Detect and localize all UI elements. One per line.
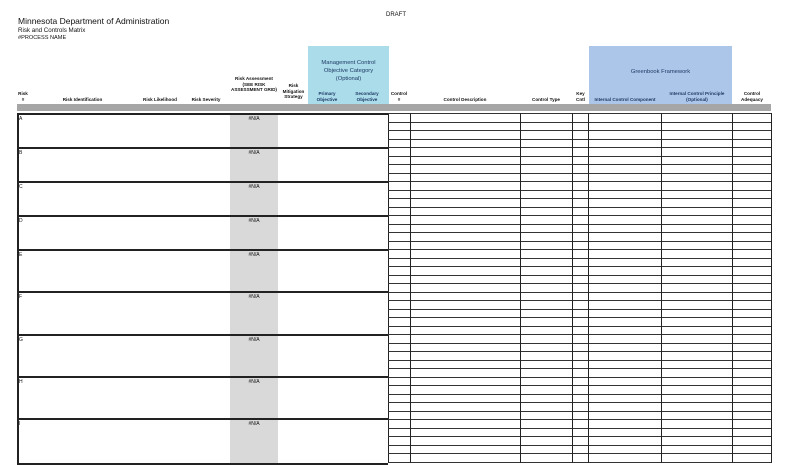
risk-row-border [17, 113, 388, 115]
risk-assessment-value: #N/A [248, 116, 260, 122]
control-row-line [388, 164, 771, 165]
col-key-cntl: Key Cntl [576, 91, 585, 102]
risk-row-border [17, 147, 388, 149]
control-row-line [388, 402, 771, 403]
column-divider [771, 113, 772, 463]
control-row-line [388, 351, 771, 352]
risk-assessment-column-shade [230, 113, 278, 463]
col-risk-identification: Risk Identification [62, 97, 103, 102]
control-row-line [388, 411, 771, 412]
control-row-line [388, 173, 771, 174]
col-risk-likelihood: Risk Likelihood [143, 97, 177, 102]
risk-row-border [17, 376, 388, 378]
control-row-line [388, 156, 771, 157]
control-row-line [388, 122, 771, 123]
control-row-line [388, 360, 771, 361]
control-row-line [388, 292, 771, 293]
column-divider [661, 113, 662, 463]
column-divider [588, 113, 589, 463]
control-row-line [388, 453, 771, 454]
header-bar [17, 104, 771, 111]
col-primary-objective: Primary Objective [316, 91, 338, 102]
risk-row-border [17, 418, 388, 420]
risk-id: H [19, 379, 23, 385]
col-risk-severity: Risk Severity [191, 97, 221, 102]
greenbook-heading: Greenbook Framework [630, 69, 691, 75]
column-divider [410, 113, 411, 463]
risk-assessment-value: #N/A [248, 184, 260, 190]
control-row-line [388, 181, 771, 182]
control-row-line [388, 394, 771, 395]
control-row-line [388, 334, 771, 335]
control-row-line [388, 207, 771, 208]
col-risk-assessment: Risk Assessment (SEE RISK ASSESSMENT GRID) [231, 76, 277, 93]
risk-row-border [17, 215, 388, 217]
risk-assessment-value: #N/A [248, 252, 260, 258]
draft-label: DRAFT [386, 12, 406, 18]
control-row-line [388, 198, 771, 199]
control-row-line [388, 283, 771, 284]
table-left-border [17, 113, 19, 463]
control-row-line [388, 300, 771, 301]
control-row-line [388, 368, 771, 369]
control-row-line [388, 241, 771, 242]
control-row-line [388, 317, 771, 318]
document-title: Minnesota Department of Administration [18, 16, 170, 26]
control-row-line [388, 232, 771, 233]
risk-assessment-value: #N/A [248, 337, 260, 343]
control-row-line [388, 215, 771, 216]
control-row-line [388, 224, 771, 225]
column-divider [732, 113, 733, 463]
risk-id: C [19, 184, 23, 190]
control-row-line [388, 139, 771, 140]
col-risk-num: Risk # [18, 91, 28, 102]
risk-assessment-value: #N/A [248, 150, 260, 156]
risk-assessment-value: #N/A [248, 379, 260, 385]
risk-row-border [17, 249, 388, 251]
risk-id: I [19, 421, 21, 427]
col-internal-control-component: Internal Control Component [594, 97, 656, 102]
column-divider [572, 113, 573, 463]
control-row-line [388, 190, 771, 191]
control-row-line [388, 258, 771, 259]
control-row-line [388, 385, 771, 386]
control-row-line [388, 147, 771, 148]
risk-row-border [17, 181, 388, 183]
col-risk-mitigation: Risk Mitigation Strategy [282, 83, 305, 100]
col-control-description: Control Description [443, 97, 487, 102]
risk-id: B [19, 150, 23, 156]
risk-row-border [17, 291, 388, 293]
risk-row-border [17, 334, 388, 336]
col-internal-control-principle: Internal Control Principle (Optional) [669, 91, 725, 102]
risk-assessment-value: #N/A [248, 294, 260, 300]
control-row-line [388, 130, 771, 131]
control-row-line [388, 445, 771, 446]
control-row-line [388, 436, 771, 437]
process-name: #PROCESS NAME [18, 35, 67, 41]
col-control-type: Control Type [532, 97, 560, 102]
risk-id: E [19, 252, 23, 258]
risk-id: A [19, 116, 23, 122]
col-control-num: Control # [390, 91, 408, 102]
risk-assessment-value: #N/A [248, 218, 260, 224]
control-row-line [388, 249, 771, 250]
control-row-line [388, 419, 771, 420]
column-divider [520, 113, 521, 463]
col-control-adequacy: Control Adequacy [741, 91, 763, 102]
control-row-line [388, 266, 771, 267]
control-row-line [388, 326, 771, 327]
risk-id: D [19, 218, 23, 224]
control-row-line [388, 377, 771, 378]
control-row-line [388, 462, 771, 463]
control-row-line [388, 309, 771, 310]
risk-assessment-value: #N/A [248, 421, 260, 427]
document-subtitle: Risk and Controls Matrix [18, 27, 86, 34]
control-row-line [388, 275, 771, 276]
col-secondary-objective: Secondary Objective [355, 91, 379, 102]
control-row-line [388, 428, 771, 429]
control-row-line [388, 343, 771, 344]
risk-id: G [19, 337, 23, 343]
control-row-line [388, 113, 771, 114]
management-objective-heading: Management Control Objective Category (Optional) [321, 60, 376, 82]
risk-id: F [19, 294, 23, 300]
